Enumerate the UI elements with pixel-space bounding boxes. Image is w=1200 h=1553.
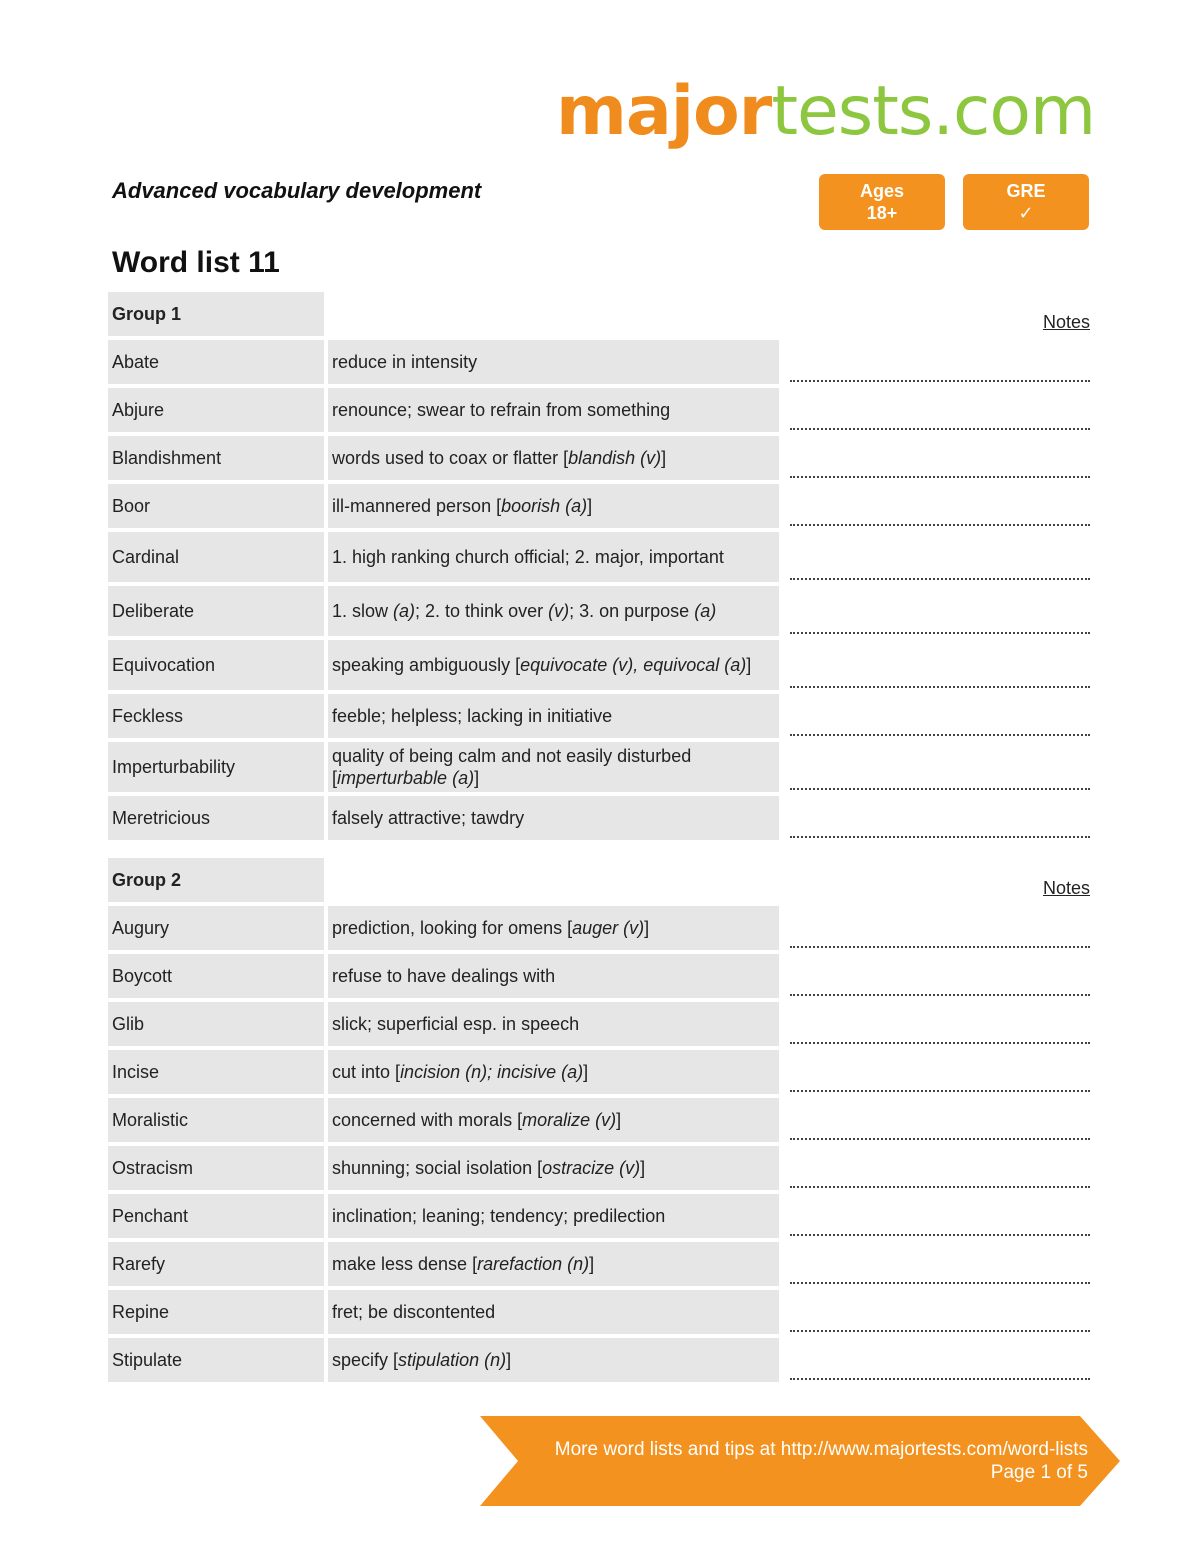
notes-line[interactable] (790, 380, 1090, 382)
page-number: Page 1 of 5 (990, 1462, 1088, 1483)
word-definition (328, 340, 779, 384)
word-row (108, 906, 1090, 950)
notes-line[interactable] (790, 1042, 1090, 1044)
word-definition (328, 906, 779, 950)
notes-line[interactable] (790, 686, 1090, 688)
notes-line[interactable] (790, 632, 1090, 634)
definition-text: cut into [incision (n); incisive (a)] (332, 1062, 589, 1082)
word-term: Repine (108, 1290, 324, 1334)
word-row (108, 694, 1090, 738)
notes-line[interactable] (790, 1378, 1090, 1380)
logo-rest-text: tests.com (771, 72, 1096, 151)
definition-text: renounce; swear to refrain from something (332, 400, 671, 420)
definition-text: prediction, looking for omens [auger (v)] (332, 918, 650, 938)
word-row (108, 532, 1090, 582)
word-row (108, 340, 1090, 384)
notes-line[interactable] (790, 1234, 1090, 1236)
word-definition (328, 1146, 779, 1190)
page-title: Word list 11 (112, 246, 280, 279)
word-row (108, 436, 1090, 480)
notes-line[interactable] (790, 734, 1090, 736)
definition-text: concerned with morals [moralize (v)] (332, 1110, 622, 1130)
word-term: Cardinal (108, 532, 324, 582)
definition-text: fret; be discontented (332, 1302, 496, 1322)
word-definition (328, 694, 779, 738)
word-term: Abjure (108, 388, 324, 432)
word-group-2 (108, 858, 1090, 1386)
definition-text: reduce in intensity (332, 352, 478, 372)
notes-line[interactable] (790, 1186, 1090, 1188)
word-term: Blandishment (108, 436, 324, 480)
word-definition (328, 532, 779, 582)
footer-link-text[interactable]: More word lists and tips at http://www.majortests.com/word-lists (554, 1439, 1088, 1460)
word-term: Penchant (108, 1194, 324, 1238)
definition-text: refuse to have dealings with (332, 966, 556, 986)
notes-line[interactable] (790, 1090, 1090, 1092)
word-row (108, 640, 1090, 690)
definition-text: falsely attractive; tawdry (332, 808, 525, 828)
word-row (108, 796, 1090, 840)
notes-line[interactable] (790, 578, 1090, 580)
definition-text: ill-mannered person [boorish (a)] (332, 496, 593, 516)
ages-badge-label: Ages (859, 181, 904, 201)
notes-label: Notes (1042, 878, 1090, 898)
word-definition (328, 1098, 779, 1142)
word-row (108, 1002, 1090, 1046)
word-row (108, 1050, 1090, 1094)
word-term: Boycott (108, 954, 324, 998)
notes-line[interactable] (790, 1282, 1090, 1284)
word-definition (328, 436, 779, 480)
notes-line[interactable] (790, 428, 1090, 430)
word-row (108, 1098, 1090, 1142)
majortests-logo (556, 72, 1095, 152)
word-row (108, 586, 1090, 636)
word-definition (328, 742, 779, 792)
gre-badge-label: GRE (1006, 181, 1046, 201)
ages-badge (819, 174, 945, 230)
word-term: Meretricious (108, 796, 324, 840)
definition-text: quality of being calm and not easily disturbed [imperturbable (a)] (332, 746, 692, 788)
definition-text: words used to coax or flatter [blandish (v)] (332, 448, 667, 468)
definition-text: speaking ambiguously [equivocate (v), equivocal (a)] (332, 655, 752, 675)
word-term: Incise (108, 1050, 324, 1094)
word-definition (328, 388, 779, 432)
word-term: Augury (108, 906, 324, 950)
group-title: Group 2 (108, 858, 324, 902)
word-row (108, 1242, 1090, 1286)
notes-line[interactable] (790, 994, 1090, 996)
notes-line[interactable] (790, 788, 1090, 790)
group-title: Group 1 (108, 292, 324, 336)
definition-text: shunning; social isolation [ostracize (v)] (332, 1158, 646, 1178)
check-icon: ✓ (1018, 203, 1034, 223)
word-definition (328, 1050, 779, 1094)
notes-line[interactable] (790, 1138, 1090, 1140)
word-term: Moralistic (108, 1098, 324, 1142)
definition-text: slick; superficial esp. in speech (332, 1014, 580, 1034)
word-row (108, 1290, 1090, 1334)
word-definition (328, 1338, 779, 1382)
ages-badge-value: 18+ (866, 203, 898, 223)
notes-line[interactable] (790, 1330, 1090, 1332)
word-definition (328, 796, 779, 840)
word-term: Ostracism (108, 1146, 324, 1190)
word-definition (328, 640, 779, 690)
word-row (108, 742, 1090, 792)
word-term: Stipulate (108, 1338, 324, 1382)
word-row (108, 484, 1090, 528)
notes-line[interactable] (790, 946, 1090, 948)
word-row (108, 954, 1090, 998)
notes-line[interactable] (790, 476, 1090, 478)
word-group-1 (108, 292, 1090, 844)
definition-text: make less dense [rarefaction (n)] (332, 1254, 595, 1274)
word-term: Rarefy (108, 1242, 324, 1286)
word-definition (328, 586, 779, 636)
logo-major-text: major (556, 72, 772, 151)
group-header (108, 292, 1090, 336)
notes-line[interactable] (790, 836, 1090, 838)
definition-text: specify [stipulation (n)] (332, 1350, 512, 1370)
word-term: Boor (108, 484, 324, 528)
word-definition (328, 954, 779, 998)
word-row (108, 1338, 1090, 1382)
word-term: Glib (108, 1002, 324, 1046)
word-row (108, 388, 1090, 432)
word-row (108, 1146, 1090, 1190)
word-term: Equivocation (108, 640, 324, 690)
gre-badge (963, 174, 1089, 230)
definition-text: feeble; helpless; lacking in initiative (332, 706, 613, 726)
word-definition (328, 1002, 779, 1046)
word-definition (328, 1242, 779, 1286)
word-term: Deliberate (108, 586, 324, 636)
word-term: Imperturbability (108, 742, 324, 792)
word-term: Abate (108, 340, 324, 384)
word-row (108, 1194, 1090, 1238)
word-definition (328, 1290, 779, 1334)
word-term: Feckless (108, 694, 324, 738)
group-header (108, 858, 1090, 902)
notes-label: Notes (1042, 312, 1090, 332)
word-definition (328, 1194, 779, 1238)
footer (555, 1438, 1088, 1484)
document-subtitle: Advanced vocabulary development (112, 178, 482, 203)
notes-line[interactable] (790, 524, 1090, 526)
definition-text: 1. high ranking church official; 2. major, important (332, 547, 724, 567)
definition-text: inclination; leaning; tendency; predilection (332, 1206, 666, 1226)
word-definition (328, 484, 779, 528)
definition-text: 1. slow (a); 2. to think over (v); 3. on purpose (a) (332, 601, 717, 621)
